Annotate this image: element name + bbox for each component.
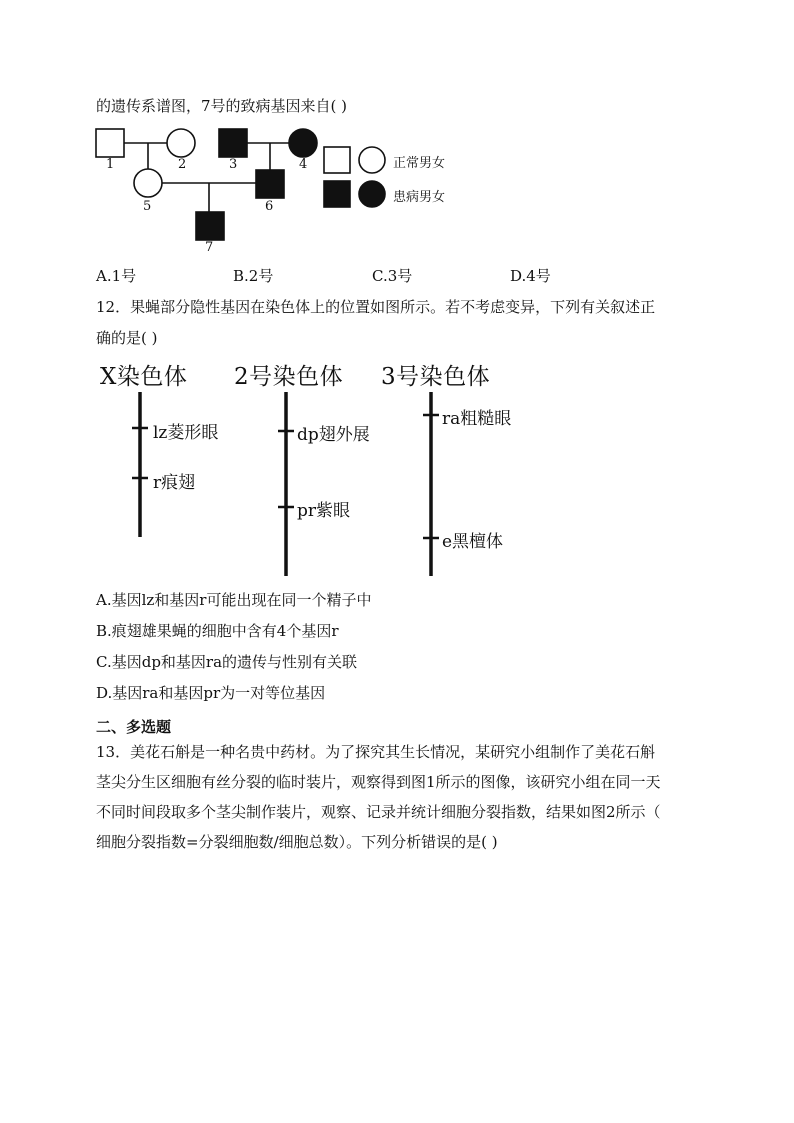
- gene-label-r: r痕翅: [153, 473, 196, 493]
- chromosome-2-title: 2号染色体: [234, 364, 344, 390]
- legend-affected-label: 患病男女: [393, 190, 446, 205]
- q12-stem-line-1: 12．果蝇部分隐性基因在染色体上的位置如图所示。若不考虑变异，下列有关叙述正: [96, 298, 656, 316]
- pedigree-label-6: 6: [265, 199, 274, 214]
- q13-line-4: 细胞分裂指数=分裂细胞数/细胞总数）。下列分析错误的是( ): [96, 833, 498, 851]
- q11-option-c: C.3号: [372, 267, 413, 285]
- q12-option-b: B.痕翅雄果蝇的细胞中含有4个基因r: [96, 622, 339, 640]
- pedigree-label-7: 7: [205, 240, 214, 255]
- q12-stem-line-2: 确的是( ): [96, 329, 158, 347]
- gene-label-lz: lz菱形眼: [153, 423, 219, 443]
- q11-option-a: A.1号: [96, 267, 137, 285]
- chromosome-3-title: 3号染色体: [381, 364, 491, 390]
- gene-label-e: e黑檀体: [442, 532, 504, 552]
- q12-option-c: C.基因dp和基因ra的遗传与性别有关联: [96, 653, 358, 671]
- q12-option-d: D.基因ra和基因pr为一对等位基因: [96, 684, 326, 702]
- q13-line-2: 茎尖分生区细胞有丝分裂的临时装片，观察得到图1所示的图像，该研究小组在同一天: [96, 773, 661, 791]
- q13-line-1: 13．美花石斛是一种名贵中药材。为了探究其生长情况，某研究小组制作了美花石斛: [96, 743, 656, 761]
- q12-option-a: A.基因lz和基因r可能出现在同一个精子中: [96, 591, 372, 609]
- q11-option-b: B.2号: [233, 267, 274, 285]
- q13-line-3: 不同时间段取多个茎尖制作装片，观察、记录并统计细胞分裂指数，结果如图2所示（: [96, 803, 661, 821]
- q11-option-d: D.4号: [510, 267, 551, 285]
- gene-label-pr: pr紫眼: [297, 501, 351, 521]
- legend-normal-label: 正常男女: [393, 156, 446, 171]
- q11-stem: 的遗传系谱图，7号的致病基因来自( ): [96, 97, 348, 115]
- gene-label-ra: ra粗糙眼: [442, 409, 512, 429]
- pedigree-label-2: 2: [178, 157, 187, 172]
- pedigree-label-1: 1: [106, 157, 115, 172]
- pedigree-label-3: 3: [229, 157, 238, 172]
- pedigree-label-5: 5: [143, 199, 152, 214]
- x-chromosome-title: X染色体: [100, 364, 188, 390]
- pedigree-label-4: 4: [299, 157, 308, 172]
- gene-label-dp: dp翅外展: [297, 425, 370, 445]
- section-title-multiple-choice: 二、多选题: [96, 718, 172, 736]
